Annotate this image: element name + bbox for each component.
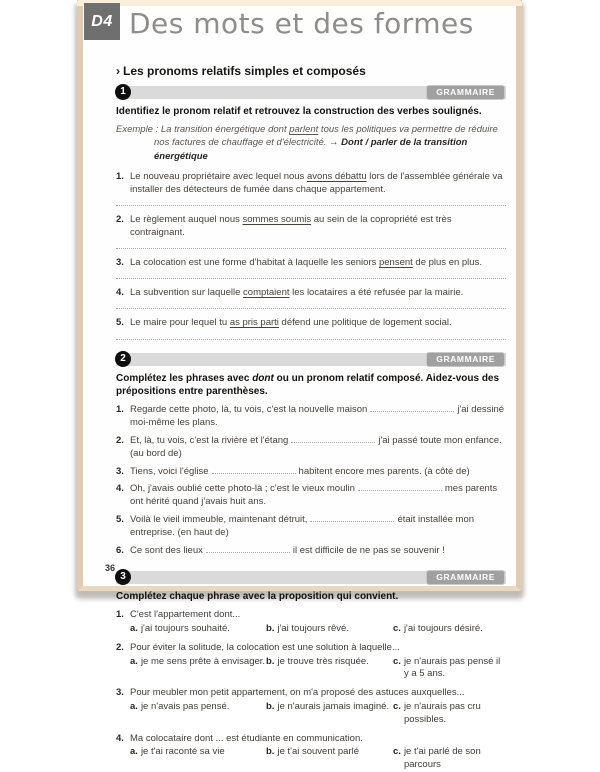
exercise1-number-badge: 1	[115, 84, 131, 100]
mcq-option-c: c. je n'aurais pas pensé il y a 5 ans.	[393, 655, 501, 680]
mcq-option-a: a. je t'ai raconté sa vie	[130, 746, 225, 758]
textbook-page	[77, 0, 522, 771]
list-item: 2. Et, là, tu vois, c'est la rivière et l'étang j'ai passé toute mon enfance. (au bord de)	[116, 434, 502, 459]
mcq-option-c: c. j'ai toujours désiré.	[393, 622, 483, 634]
exercise2-instruction: Complétez les phrases avec dont ou un pronom relatif composé. Aidez-vous des prépositions entre parenthèses.	[116, 372, 500, 398]
unit-badge-label: D4	[91, 12, 113, 30]
mcq-item	[116, 687, 506, 726]
item-number: 3.	[116, 687, 124, 699]
list-item: 4. Oh, j'avais oublié cette photo-là ; c'est le vieux moulin mes parents ont hérité quand j'avais huit ans.	[116, 483, 498, 508]
section-title	[116, 64, 506, 78]
page-number: 36	[105, 563, 116, 573]
answer-line	[116, 333, 506, 340]
item-number: 2.	[116, 641, 124, 653]
item-number: 5.	[116, 317, 124, 329]
list-item: 2. Le règlement auquel nous sommes soumis au sein de la copropriété est très contraignant.	[116, 214, 452, 239]
fill-in-blank	[370, 403, 454, 412]
exercise3-header-bar	[116, 571, 506, 584]
answer-line	[116, 272, 506, 279]
list-item: 1. Le nouveau propriétaire avec lequel nous avons débattu lors de l'assemblée générale va installer des détecteurs de fumée dans chaque appartement.	[116, 170, 503, 195]
exercise1-example	[116, 123, 506, 164]
section-title-text: Les pronoms relatifs simples et composés	[123, 64, 366, 78]
mcq-stem: Pour éviter la solitude, la colocation est une solution à laquelle...	[130, 641, 400, 653]
fill-in-blank	[206, 544, 290, 553]
mcq-option-c: c. je t'ai parlé de son parcours	[393, 746, 481, 771]
exercise2-items	[116, 403, 506, 557]
item-number: 3.	[116, 257, 124, 269]
fill-in-blank	[212, 465, 296, 474]
item-number: 2.	[116, 434, 124, 446]
exercise1-grammaire-tag: GRAMMAIRE	[426, 85, 505, 100]
exercise1-header-bar	[116, 86, 506, 99]
mcq-option-a: a. je me sens prête à envisager.	[130, 655, 266, 667]
underlined-verb: avons débattu	[306, 170, 367, 182]
item-number: 4.	[116, 287, 124, 299]
mcq-option-b: b. j'ai toujours rêvé.	[266, 622, 349, 634]
list-item: 4. La subvention sur laquelle comptaient les locataires a été refusée par la mairie.	[116, 287, 464, 299]
item-number: 5.	[116, 513, 124, 525]
underlined-verb: as pris parti	[229, 317, 279, 329]
mcq-option-a: a. j'ai toujours souhaité.	[130, 622, 230, 634]
mcq-item	[116, 609, 506, 636]
chapter-title: Des mots et des formes	[129, 7, 474, 40]
item-number: 2.	[116, 214, 124, 226]
exercise2-grammaire-tag: GRAMMAIRE	[426, 352, 505, 367]
list-item: 3. Tiens, voici l'église habitent encore mes parents. (à côté de)	[116, 465, 470, 477]
mcq-stem: C'est l'appartement dont...	[130, 609, 241, 621]
mcq-option-b: b. je t'ai souvent parlé	[266, 746, 360, 758]
mcq-item	[116, 733, 506, 772]
page-content	[83, 0, 516, 771]
fill-in-blank	[310, 513, 394, 522]
item-number: 1.	[116, 404, 124, 416]
mcq-option-a: a. je n'avais pas pensé.	[130, 701, 230, 713]
example-answer: Dont / parler de la transition énergétique	[154, 137, 468, 163]
arrow-icon: →	[329, 137, 342, 149]
list-item: 1. Regarde cette photo, là, tu vois, c'est la nouvelle maison j'ai dessiné moi-même les plans.	[116, 404, 505, 429]
item-number: 4.	[116, 732, 124, 744]
item-number: 4.	[116, 483, 124, 495]
mcq-item	[116, 642, 506, 681]
mcq-stem: Ma colocataire dont ... est étudiante en communication.	[130, 732, 363, 744]
example-mid: tous les politiques va permettre de réduire nos factures de chauffage et d'électricité.	[154, 123, 498, 149]
list-item: 5. Le maire pour lequel tu as pris parti défend une politique de logement social.	[116, 317, 452, 329]
exercise1-instruction: Identifiez le pronom relatif et retrouvez la construction des verbes soulignés.	[116, 106, 482, 117]
mcq-option-b: b. je n'aurais jamais imaginé.	[266, 701, 390, 713]
example-underlined-verb: parlent	[289, 123, 319, 135]
example-label: Exemple :	[116, 123, 161, 135]
item-number: 1.	[116, 170, 124, 182]
mcq-option-b: b. je trouve très risquée.	[266, 655, 369, 667]
answer-line	[116, 302, 506, 309]
fill-in-blank	[358, 482, 442, 491]
list-item: 5. Voilà le vieil immeuble, maintenant détruit, était installée mon entreprise. (en haut de)	[116, 513, 475, 538]
list-item: 3. La colocation est une forme d'habitat à laquelle les seniors pensent de plus en plus.	[116, 257, 482, 269]
list-item: 6. Ce sont des lieux il est difficile de ne pas se souvenir !	[116, 544, 445, 556]
fill-in-blank	[291, 434, 375, 443]
underlined-verb: comptaient	[243, 287, 290, 299]
item-number: 3.	[116, 465, 124, 477]
chevron-marker-icon: ›	[116, 64, 120, 78]
underlined-verb: sommes soumis	[242, 214, 312, 226]
item-number: 1.	[116, 609, 124, 621]
exercise2-header-bar	[116, 353, 506, 366]
mcq-option-c: c. je n'aurais pas cru possibles.	[393, 701, 481, 725]
underlined-verb: pensent	[378, 257, 413, 269]
example-pre: La transition énergétique dont	[160, 123, 290, 135]
item-number: 6.	[116, 544, 124, 556]
mcq-stem: Pour meubler mon petit appartement, on m'a proposé des astuces auxquelles...	[130, 687, 465, 699]
exercise3-grammaire-tag: GRAMMAIRE	[426, 570, 505, 585]
answer-line	[116, 199, 506, 206]
exercise3-number-badge: 3	[115, 569, 131, 585]
exercise2-number-badge: 2	[115, 351, 131, 367]
exercise3-instruction: Complétez chaque phrase avec la proposition qui convient.	[116, 590, 399, 602]
answer-line	[116, 242, 506, 249]
